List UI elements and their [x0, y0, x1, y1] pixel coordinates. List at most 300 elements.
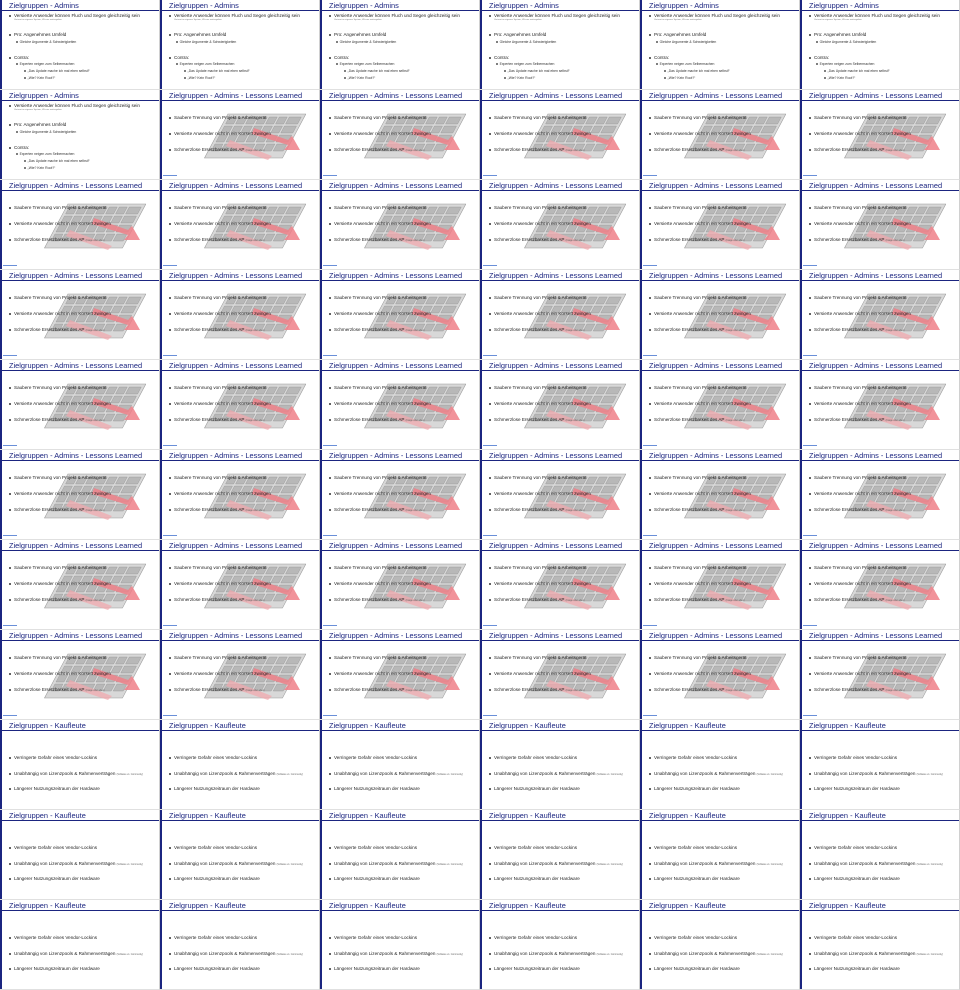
bullet-icon	[809, 773, 811, 775]
bullet-note: (Software vs. Community)	[756, 774, 784, 776]
bullet-icon	[656, 63, 658, 65]
slide-accent-bar	[640, 540, 642, 630]
slide-footer-mark	[803, 445, 817, 446]
slide-thumbnail-lessons-learned[interactable]	[800, 180, 960, 270]
bullet-icon	[169, 599, 171, 601]
slide-thumbnail-lessons-learned[interactable]	[480, 180, 640, 270]
sub-sub-bullet-item: „Das Update mache ich mal eben selbst!“	[824, 69, 890, 73]
bullet-item: Versierte Anwender nicht in ein Korsett zwingen	[329, 401, 431, 406]
bullet-note: (Image oder eben)	[885, 420, 905, 422]
title-underline	[642, 190, 799, 191]
title-underline	[162, 640, 319, 641]
bullet-icon	[329, 15, 331, 17]
title-underline	[162, 730, 319, 731]
bullet-icon	[329, 953, 331, 955]
slide-footer-mark	[163, 175, 177, 176]
bullet-item: Pro: Angenehmes Umfeld	[489, 32, 546, 37]
bullet-item: Längerer Nutzungszeitraum der Hardware	[809, 876, 900, 881]
slide-accent-bar	[480, 270, 482, 360]
bullet-item: Versierte Anwender nicht in ein Korsett zwingen	[9, 491, 111, 496]
bullet-icon	[169, 673, 171, 675]
bullet-icon	[489, 673, 491, 675]
bullet-icon	[649, 329, 651, 331]
bullet-icon	[176, 63, 178, 65]
slide-thumbnail-kaufleute[interactable]	[160, 810, 320, 900]
slide-thumbnail-kaufleute[interactable]	[800, 720, 960, 810]
bullet-icon	[169, 567, 171, 569]
title-underline	[802, 640, 959, 641]
bullet-icon	[9, 567, 11, 569]
slide-thumbnail-lessons-learned[interactable]	[320, 180, 480, 270]
bullet-item: Schmerzlose Ersetzbarkeit des AP (Image oder eben)	[809, 687, 905, 692]
bullet-item: Pro: Angenehmes Umfeld	[649, 32, 706, 37]
bullet-item: Längerer Nutzungszeitraum der Hardware	[649, 966, 740, 971]
bullet-icon	[809, 567, 811, 569]
bullet-item: Versierte Anwender nicht in ein Korsett zwingen	[489, 671, 591, 676]
bullet-item: Längerer Nutzungszeitraum der Hardware	[649, 786, 740, 791]
slide-footer-mark	[163, 265, 177, 266]
title-underline	[482, 550, 639, 551]
bullet-item: Längerer Nutzungszeitraum der Hardware	[9, 786, 100, 791]
bullet-icon	[169, 297, 171, 299]
bullet-icon	[489, 477, 491, 479]
bullet-item: Längerer Nutzungszeitraum der Hardware	[329, 786, 420, 791]
slide-accent-bar	[480, 540, 482, 630]
bullet-note: (Software vs. Community)	[756, 864, 784, 866]
slide-thumbnail-kaufleute[interactable]	[480, 900, 640, 990]
bullet-icon	[329, 313, 331, 315]
slide-thumbnail-lessons-learned[interactable]	[640, 270, 800, 360]
slide-title: Zielgruppen - Kaufleute	[489, 901, 566, 910]
slide-title: Zielgruppen - Admins	[169, 1, 239, 10]
bullet-icon	[176, 41, 178, 43]
bullet-item: Verringerte Gefahr eines Vendor-Lockins	[329, 755, 417, 760]
title-underline	[162, 280, 319, 281]
bullet-icon	[169, 968, 171, 970]
bullet-icon	[504, 70, 506, 72]
slide-thumbnail-lessons-learned[interactable]	[160, 630, 320, 720]
bullet-item: Längerer Nutzungszeitraum der Hardware	[649, 876, 740, 881]
title-underline	[2, 280, 159, 281]
bullet-icon	[329, 403, 331, 405]
bullet-note: (Image oder eben)	[85, 330, 105, 332]
bullet-icon	[809, 937, 811, 939]
slide-thumbnail-lessons-learned[interactable]	[480, 360, 640, 450]
bullet-icon	[24, 167, 26, 169]
slide-title: Zielgruppen - Admins - Lessons Learned	[649, 181, 783, 190]
slide-footer-mark	[643, 625, 657, 626]
bullet-icon	[329, 477, 331, 479]
slide-title: Zielgruppen - Kaufleute	[9, 811, 86, 820]
bullet-icon	[9, 124, 11, 126]
bullet-item: Versierte Anwender nicht in ein Korsett zwingen	[489, 221, 591, 226]
bullet-item: Schmerzlose Ersetzbarkeit des AP (Image oder eben)	[809, 507, 905, 512]
bullet-icon	[169, 953, 171, 955]
slide-title: Zielgruppen - Admins - Lessons Learned	[169, 631, 303, 640]
bullet-item: Versierte Anwender nicht in ein Korsett zwingen	[169, 401, 271, 406]
slide-thumbnail-lessons-learned[interactable]	[320, 90, 480, 180]
bullet-icon	[809, 329, 811, 331]
slide-title: Zielgruppen - Kaufleute	[489, 811, 566, 820]
slide-thumbnail-kaufleute[interactable]	[480, 720, 640, 810]
slide-accent-bar	[640, 900, 642, 990]
bullet-item: Saubere Trennung von Projekt & Arbeitsgerät	[489, 655, 586, 660]
slide-thumbnail-kaufleute[interactable]	[0, 900, 160, 990]
slide-thumbnail-kaufleute[interactable]	[320, 900, 480, 990]
slide-footer-mark	[483, 175, 497, 176]
bullet-item: Versierte Anwender nicht in ein Korsett zwingen	[329, 491, 431, 496]
bullet-icon	[16, 41, 18, 43]
bullet-icon	[489, 419, 491, 421]
slide-footer-mark	[323, 175, 337, 176]
slide-thumbnail-lessons-learned[interactable]	[320, 630, 480, 720]
title-underline	[2, 910, 159, 911]
title-underline	[642, 370, 799, 371]
slide-thumbnail-lessons-learned[interactable]	[160, 450, 320, 540]
slide-footer-mark	[163, 715, 177, 716]
bullet-icon	[489, 509, 491, 511]
slide-thumbnail-lessons-learned[interactable]	[160, 270, 320, 360]
bullet-icon	[336, 41, 338, 43]
slide-thumbnail-kaufleute[interactable]	[800, 810, 960, 900]
bullet-item: Schmerzlose Ersetzbarkeit des AP (Image oder eben)	[809, 417, 905, 422]
bullet-icon	[489, 953, 491, 955]
bullet-icon	[9, 387, 11, 389]
bullet-icon	[649, 657, 651, 659]
bullet-item: Pro: Angenehmes Umfeld	[9, 32, 66, 37]
title-underline	[322, 280, 479, 281]
slide-thumbnail-lessons-learned[interactable]	[0, 270, 160, 360]
bullet-item: Schmerzlose Ersetzbarkeit des AP (Image oder eben)	[329, 687, 425, 692]
bullet-icon	[329, 297, 331, 299]
slide-footer-mark	[323, 625, 337, 626]
bullet-icon	[329, 773, 331, 775]
slide-thumbnail-lessons-learned[interactable]	[640, 540, 800, 630]
bullet-item: Unabhängig von Lizenzpools & Rahmenverträgen (Software vs. Community)	[329, 951, 463, 956]
slide-thumbnail-kaufleute[interactable]	[640, 810, 800, 900]
bullet-item: Saubere Trennung von Projekt & Arbeitsgerät	[169, 655, 266, 660]
bullet-icon	[809, 847, 811, 849]
slide-thumbnail-admins[interactable]	[480, 0, 640, 90]
bullet-icon	[489, 863, 491, 865]
bullet-item: Schmerzlose Ersetzbarkeit des AP (Image oder eben)	[489, 687, 585, 692]
bullet-note: (Image oder eben)	[405, 150, 425, 152]
bullet-icon	[344, 70, 346, 72]
title-underline	[802, 460, 959, 461]
slide-thumbnail-kaufleute[interactable]	[480, 810, 640, 900]
slide-thumbnail-lessons-learned[interactable]	[0, 630, 160, 720]
slide-thumbnail-lessons-learned[interactable]	[800, 360, 960, 450]
title-underline	[322, 820, 479, 821]
bullet-icon	[9, 105, 11, 107]
slide-thumbnail-lessons-learned[interactable]	[0, 450, 160, 540]
slide-thumbnail-lessons-learned[interactable]	[320, 540, 480, 630]
sub-sub-bullet-item: „Das Update mache ich mal eben selbst!“	[184, 69, 250, 73]
bullet-icon	[489, 387, 491, 389]
slide-thumbnail-lessons-learned[interactable]	[160, 360, 320, 450]
bullet-icon	[489, 757, 491, 759]
bullet-note: (Image oder eben)	[405, 600, 425, 602]
slide-thumbnail-lessons-learned[interactable]	[480, 630, 640, 720]
bullet-icon	[489, 968, 491, 970]
slide-thumbnail-kaufleute[interactable]	[640, 900, 800, 990]
slide-thumbnail-admins[interactable]	[640, 0, 800, 90]
bullet-item: Saubere Trennung von Projekt & Arbeitsgerät	[329, 385, 426, 390]
bullet-icon	[9, 788, 11, 790]
bullet-note: Vertraut im eigenen System, Wissen weitergeben	[814, 19, 862, 21]
bullet-item: Unabhängig von Lizenzpools & Rahmenverträgen (Software vs. Community)	[489, 861, 623, 866]
slide-thumbnail-kaufleute[interactable]	[0, 810, 160, 900]
slide-thumbnail-kaufleute[interactable]	[800, 900, 960, 990]
slide-title: Zielgruppen - Admins - Lessons Learned	[169, 181, 303, 190]
slide-title: Zielgruppen - Admins - Lessons Learned	[169, 271, 303, 280]
slide-accent-bar	[800, 720, 802, 810]
bullet-item: Versierte Anwender können Fluch und Segen gleichzeitig sein	[329, 13, 460, 18]
bullet-icon	[169, 387, 171, 389]
slide-thumbnail-lessons-learned[interactable]	[480, 450, 640, 540]
slide-accent-bar	[160, 900, 162, 990]
slide-thumbnail-lessons-learned[interactable]	[480, 540, 640, 630]
slide-footer-mark	[163, 535, 177, 536]
bullet-note: (Image oder eben)	[85, 510, 105, 512]
bullet-icon	[329, 878, 331, 880]
bullet-note: (Image oder eben)	[245, 600, 265, 602]
bullet-item: Unabhängig von Lizenzpools & Rahmenverträgen (Software vs. Community)	[809, 771, 943, 776]
bullet-icon	[9, 419, 11, 421]
slide-thumbnail-kaufleute[interactable]	[320, 810, 480, 900]
title-underline	[482, 190, 639, 191]
slide-title: Zielgruppen - Kaufleute	[9, 721, 86, 730]
bullet-note: Vertraut im eigenen System, Wissen weitergeben	[494, 19, 542, 21]
bullet-item: Saubere Trennung von Projekt & Arbeitsgerät	[9, 385, 106, 390]
slide-thumbnail-lessons-learned[interactable]	[320, 360, 480, 450]
bullet-note: (Software vs. Community)	[436, 954, 464, 956]
bullet-item: Versierte Anwender nicht in ein Korsett zwingen	[489, 311, 591, 316]
sub-sub-bullet-item: „Das Update mache ich mal eben selbst!“	[344, 69, 410, 73]
bullet-item: Schmerzlose Ersetzbarkeit des AP (Image oder eben)	[489, 597, 585, 602]
slide-thumbnail-lessons-learned[interactable]	[160, 90, 320, 180]
bullet-item: Versierte Anwender können Fluch und Segen gleichzeitig sein	[489, 13, 620, 18]
slide-title: Zielgruppen - Kaufleute	[329, 901, 406, 910]
bullet-item: Saubere Trennung von Projekt & Arbeitsgerät	[489, 115, 586, 120]
slide-accent-bar	[160, 270, 162, 360]
bullet-item: Verringerte Gefahr eines Vendor-Lockins	[489, 935, 577, 940]
slide-thumbnail-lessons-learned[interactable]	[480, 90, 640, 180]
bullet-note: (Image oder eben)	[85, 690, 105, 692]
bullet-note: (Software vs. Community)	[596, 954, 624, 956]
slide-accent-bar	[160, 720, 162, 810]
bullet-icon	[649, 313, 651, 315]
bullet-icon	[169, 419, 171, 421]
slide-thumbnail-lessons-learned[interactable]	[800, 90, 960, 180]
bullet-item: Schmerzlose Ersetzbarkeit des AP (Image oder eben)	[809, 327, 905, 332]
bullet-icon	[809, 403, 811, 405]
bullet-icon	[489, 937, 491, 939]
slide-thumbnail-kaufleute[interactable]	[0, 720, 160, 810]
slide-footer-mark	[323, 445, 337, 446]
bullet-item: Längerer Nutzungszeitraum der Hardware	[169, 876, 260, 881]
slide-thumbnail-lessons-learned[interactable]	[320, 270, 480, 360]
slide-title: Zielgruppen - Admins	[329, 1, 399, 10]
slide-title: Zielgruppen - Kaufleute	[169, 721, 246, 730]
slide-title: Zielgruppen - Admins - Lessons Learned	[649, 631, 783, 640]
slide-thumbnail-admins[interactable]	[800, 0, 960, 90]
slide-title: Zielgruppen - Kaufleute	[329, 721, 406, 730]
slide-accent-bar	[0, 540, 2, 630]
slide-title: Zielgruppen - Admins - Lessons Learned	[809, 631, 943, 640]
slide-title: Zielgruppen - Admins - Lessons Learned	[809, 271, 943, 280]
title-underline	[162, 460, 319, 461]
bullet-icon	[169, 583, 171, 585]
bullet-item: Contra:	[809, 55, 829, 60]
bullet-icon	[809, 117, 811, 119]
slide-thumbnail-kaufleute[interactable]	[160, 720, 320, 810]
slide-accent-bar	[320, 180, 322, 270]
slide-title: Zielgruppen - Admins - Lessons Learned	[649, 271, 783, 280]
slide-accent-bar	[320, 720, 322, 810]
bullet-note: Vertraut im eigenen System, Wissen weitergeben	[654, 19, 702, 21]
bullet-item: Schmerzlose Ersetzbarkeit des AP (Image oder eben)	[329, 237, 425, 242]
bullet-item: Unabhängig von Lizenzpools & Rahmenverträgen (Software vs. Community)	[489, 951, 623, 956]
bullet-icon	[329, 133, 331, 135]
slide-title: Zielgruppen - Admins - Lessons Learned	[489, 91, 623, 100]
title-underline	[322, 190, 479, 191]
sub-bullet-item: Gleiche Argumente & Schwierigkeiten	[496, 40, 556, 44]
slide-title: Zielgruppen - Admins - Lessons Learned	[649, 361, 783, 370]
bullet-item: Saubere Trennung von Projekt & Arbeitsgerät	[329, 475, 426, 480]
bullet-icon	[169, 847, 171, 849]
slide-footer-mark	[3, 625, 17, 626]
bullet-item: Unabhängig von Lizenzpools & Rahmenverträgen (Software vs. Community)	[169, 951, 303, 956]
bullet-item: Versierte Anwender können Fluch und Segen gleichzeitig sein	[9, 103, 140, 108]
bullet-note: (Image oder eben)	[725, 420, 745, 422]
slide-thumbnail-admins[interactable]	[320, 0, 480, 90]
bullet-note: (Image oder eben)	[245, 330, 265, 332]
slide-thumbnail-admins[interactable]	[0, 0, 160, 90]
bullet-note: (Software vs. Community)	[756, 954, 784, 956]
slide-thumbnail-kaufleute[interactable]	[320, 720, 480, 810]
bullet-icon	[169, 34, 171, 36]
slide-thumbnail-admins[interactable]	[160, 0, 320, 90]
slide-thumbnail-kaufleute[interactable]	[160, 900, 320, 990]
bullet-note: (Software vs. Community)	[116, 954, 144, 956]
bullet-icon	[649, 387, 651, 389]
slide-footer-mark	[3, 535, 17, 536]
slide-thumbnail-lessons-learned[interactable]	[800, 450, 960, 540]
title-underline	[482, 10, 639, 11]
bullet-icon	[824, 77, 826, 79]
bullet-item: Saubere Trennung von Projekt & Arbeitsgerät	[489, 295, 586, 300]
bullet-note: (Image oder eben)	[405, 330, 425, 332]
title-underline	[802, 730, 959, 731]
title-underline	[2, 820, 159, 821]
slide-accent-bar	[640, 270, 642, 360]
bullet-icon	[649, 937, 651, 939]
bullet-icon	[489, 223, 491, 225]
bullet-icon	[9, 673, 11, 675]
slide-thumbnail-admins[interactable]	[0, 90, 160, 180]
bullet-item: Versierte Anwender nicht in ein Korsett zwingen	[329, 221, 431, 226]
bullet-note: (Software vs. Community)	[596, 864, 624, 866]
slide-accent-bar	[0, 810, 2, 900]
title-underline	[802, 820, 959, 821]
slide-thumbnail-lessons-learned[interactable]	[640, 360, 800, 450]
bullet-note: (Image oder eben)	[405, 240, 425, 242]
bullet-item: Versierte Anwender nicht in ein Korsett zwingen	[489, 491, 591, 496]
slide-thumbnail-lessons-learned[interactable]	[320, 450, 480, 540]
slide-thumbnail-lessons-learned[interactable]	[800, 630, 960, 720]
bullet-item: Versierte Anwender nicht in ein Korsett zwingen	[489, 401, 591, 406]
bullet-note: (Image oder eben)	[725, 600, 745, 602]
bullet-icon	[9, 773, 11, 775]
bullet-icon	[809, 15, 811, 17]
bullet-note: (Image oder eben)	[565, 690, 585, 692]
slide-thumbnail-lessons-learned[interactable]	[0, 180, 160, 270]
title-underline	[162, 820, 319, 821]
bullet-item: Schmerzlose Ersetzbarkeit des AP (Image oder eben)	[169, 417, 265, 422]
bullet-icon	[816, 41, 818, 43]
bullet-icon	[184, 77, 186, 79]
sub-sub-bullet-item: „Wie? Kein Root?“	[824, 76, 855, 80]
bullet-icon	[489, 847, 491, 849]
bullet-icon	[329, 968, 331, 970]
bullet-icon	[649, 133, 651, 135]
bullet-item: Saubere Trennung von Projekt & Arbeitsgerät	[489, 385, 586, 390]
bullet-item: Verringerte Gefahr eines Vendor-Lockins	[169, 845, 257, 850]
slide-thumbnail-lessons-learned[interactable]	[640, 90, 800, 180]
bullet-icon	[169, 937, 171, 939]
title-underline	[802, 190, 959, 191]
bullet-item: Schmerzlose Ersetzbarkeit des AP (Image oder eben)	[9, 327, 105, 332]
slide-footer-mark	[643, 445, 657, 446]
bullet-item: Schmerzlose Ersetzbarkeit des AP (Image oder eben)	[329, 147, 425, 152]
slide-thumbnail-lessons-learned[interactable]	[0, 540, 160, 630]
bullet-item: Unabhängig von Lizenzpools & Rahmenverträgen (Software vs. Community)	[649, 861, 783, 866]
slide-thumbnail-lessons-learned[interactable]	[480, 270, 640, 360]
bullet-icon	[329, 387, 331, 389]
slide-thumbnail-lessons-learned[interactable]	[800, 270, 960, 360]
bullet-note: (Image oder eben)	[885, 150, 905, 152]
slide-thumbnail-lessons-learned[interactable]	[640, 630, 800, 720]
bullet-icon	[336, 63, 338, 65]
bullet-icon	[16, 153, 18, 155]
bullet-icon	[9, 968, 11, 970]
bullet-item: Schmerzlose Ersetzbarkeit des AP (Image oder eben)	[9, 417, 105, 422]
slide-thumbnail-lessons-learned[interactable]	[800, 540, 960, 630]
title-underline	[162, 370, 319, 371]
slide-accent-bar	[0, 360, 2, 450]
slide-accent-bar	[0, 450, 2, 540]
bullet-icon	[504, 77, 506, 79]
bullet-item: Unabhängig von Lizenzpools & Rahmenverträgen (Software vs. Community)	[9, 951, 143, 956]
bullet-icon	[169, 863, 171, 865]
slide-title: Zielgruppen - Admins - Lessons Learned	[809, 91, 943, 100]
bullet-item: Längerer Nutzungszeitraum der Hardware	[489, 876, 580, 881]
slide-thumbnail-kaufleute[interactable]	[640, 720, 800, 810]
slide-thumbnail-lessons-learned[interactable]	[0, 360, 160, 450]
slide-thumbnail-lessons-learned[interactable]	[160, 540, 320, 630]
bullet-icon	[809, 599, 811, 601]
bullet-item: Unabhängig von Lizenzpools & Rahmenverträgen (Software vs. Community)	[809, 951, 943, 956]
slide-accent-bar	[160, 630, 162, 720]
bullet-icon	[24, 77, 26, 79]
bullet-item: Verringerte Gefahr eines Vendor-Lockins	[489, 845, 577, 850]
slide-thumbnail-lessons-learned[interactable]	[640, 180, 800, 270]
bullet-item: Schmerzlose Ersetzbarkeit des AP (Image oder eben)	[649, 597, 745, 602]
bullet-icon	[809, 34, 811, 36]
slide-thumbnail-lessons-learned[interactable]	[640, 450, 800, 540]
slide-thumbnail-lessons-learned[interactable]	[160, 180, 320, 270]
